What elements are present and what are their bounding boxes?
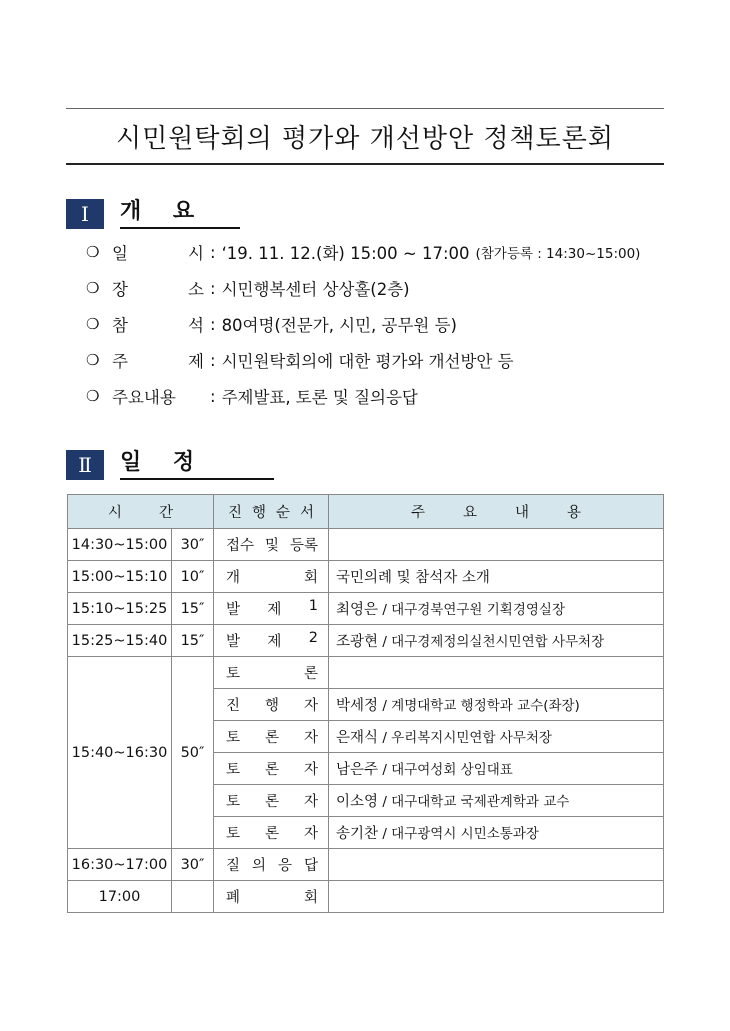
table-row: 토 론 자 남은주 / 대구여성회 상임대표 <box>68 753 664 785</box>
overview-label: 주 제 <box>112 352 204 371</box>
document-title-box <box>66 108 664 165</box>
section-2-title: 일 정 <box>120 445 274 480</box>
table-row: 15:40~16:30 50″ 토 론 <box>68 657 664 689</box>
table-row: 17:00 폐 회 <box>68 881 664 913</box>
table-row: 토 론 자 은재식 / 우리복지시민연합 사무처장 <box>68 721 664 753</box>
header-content: 주 요 내 용 <box>329 495 664 529</box>
overview-label: 일 시 <box>112 244 204 263</box>
section-1-number: Ⅰ <box>66 199 104 229</box>
overview-item-topic: ❍ 주 제 : 시민원탁회의에 대한 평가와 개선방안 등 <box>86 342 686 378</box>
bullet-icon: ❍ <box>86 243 100 261</box>
table-row: 14:30~15:00 30″ 접수 및 등록 <box>68 529 664 561</box>
table-row: 15:25~15:40 15″ 발 제 2 조광현 / 대구경제정의실천시민연합 사무처장 <box>68 625 664 657</box>
bullet-icon: ❍ <box>86 387 100 405</box>
bullet-icon: ❍ <box>86 279 100 297</box>
overview-item-attendees: ❍ 참 석 : 80여명(전문가, 시민, 공무원 등) <box>86 306 686 342</box>
overview-label: 주요내용 <box>112 388 176 407</box>
table-row: 진 행 자 박세정 / 계명대학교 행정학과 교수(좌장) <box>68 689 664 721</box>
overview-value: 주제발표, 토론 및 질의응답 <box>221 388 418 407</box>
overview-label: 참 석 <box>112 316 204 335</box>
section-1-heading <box>66 194 240 229</box>
schedule-table <box>67 494 664 913</box>
schedule-header-row <box>68 495 664 529</box>
overview-value: 시민원탁회의에 대한 평가와 개선방안 등 <box>221 352 514 371</box>
overview-item-date: ❍ 일 시 : ‘19. 11. 12.(화) 15:00 ~ 17:00 (참가등록 : 14:30~15:00) <box>86 234 686 270</box>
overview-note: (참가등록 : 14:30~15:00) <box>475 246 641 262</box>
document-title: 시민원탁회의 평가와 개선방안 정책토론회 <box>116 123 614 154</box>
overview-value: ‘19. 11. 12.(화) 15:00 ~ 17:00 <box>221 244 470 263</box>
overview-label: 장 소 <box>112 280 204 299</box>
overview-item-place: ❍ 장 소 : 시민행복센터 상상홀(2층) <box>86 270 686 306</box>
table-row: 15:00~15:10 10″ 개 회 국민의례 및 참석자 소개 <box>68 561 664 593</box>
header-order: 진 행 순 서 <box>214 495 329 529</box>
table-row: 16:30~17:00 30″ 질 의 응 답 <box>68 849 664 881</box>
section-2-number: Ⅱ <box>66 450 104 480</box>
section-2-heading <box>66 445 274 480</box>
bullet-icon: ❍ <box>86 315 100 333</box>
overview-list <box>86 234 686 414</box>
header-time: 시 간 <box>68 495 214 529</box>
table-row: 토 론 자 이소영 / 대구대학교 국제관계학과 교수 <box>68 785 664 817</box>
overview-item-contents: ❍ 주요내용 : 주제발표, 토론 및 질의응답 <box>86 378 686 414</box>
table-row: 토 론 자 송기찬 / 대구광역시 시민소통과장 <box>68 817 664 849</box>
table-row: 15:10~15:25 15″ 발 제 1 최영은 / 대구경북연구원 기획경영실장 <box>68 593 664 625</box>
bullet-icon: ❍ <box>86 351 100 369</box>
overview-value: 80여명(전문가, 시민, 공무원 등) <box>221 316 457 335</box>
overview-value: 시민행복센터 상상홀(2층) <box>221 280 410 299</box>
section-1-title: 개 요 <box>120 194 240 229</box>
